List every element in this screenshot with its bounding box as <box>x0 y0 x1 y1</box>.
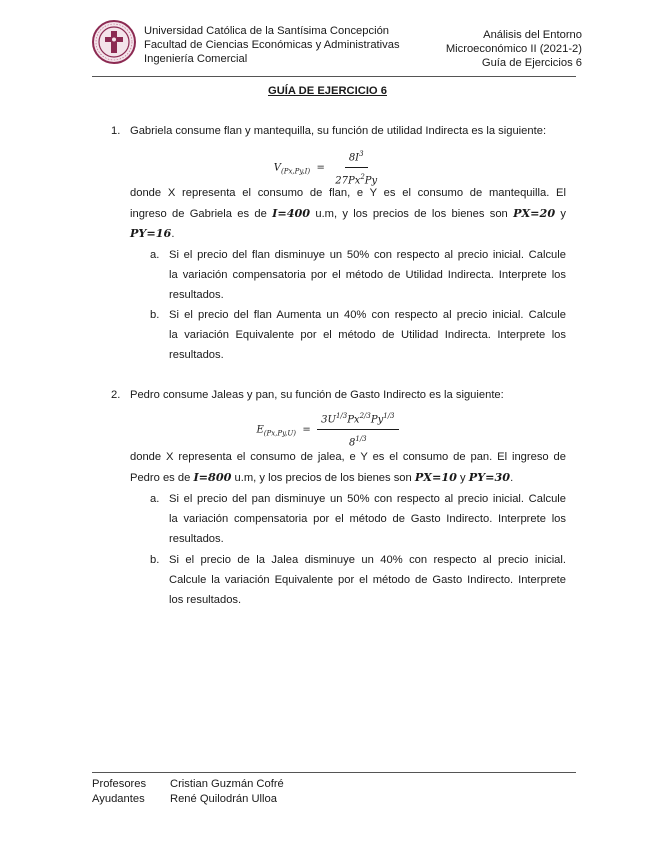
page-footer <box>92 777 284 807</box>
problem-1-px: PX=20 <box>513 206 556 220</box>
footer-divider <box>92 772 576 773</box>
problem-2b-label: b. <box>150 554 160 566</box>
problem-2b-line2: Calcule la variación Equivalente por el método de Gasto Indirecto. Interprete <box>169 574 566 586</box>
problem-1b-line3: resultados. <box>169 349 224 361</box>
formula-2-fraction <box>317 408 398 452</box>
problem-2a-label: a. <box>150 493 160 505</box>
formula-1-den-exp: 2 <box>360 173 365 182</box>
course-name-line1: Análisis del Entorno <box>483 29 582 41</box>
problem-2-desc-2d: . <box>510 472 514 484</box>
problem-2b-line1: Si el precio de la Jalea disminuye un 40% con respecto al precio inicial. <box>169 554 566 566</box>
problem-2a-line2: la variación compensatoria por el método de Gasto Indirecto. Interprete los <box>169 513 566 525</box>
guide-name: Guía de Ejercicios 6 <box>481 57 582 69</box>
formula-2-lhs: E <box>256 424 264 436</box>
header-divider <box>92 76 576 77</box>
formula-2-exp-b: 2/3 <box>359 412 371 420</box>
problem-1-number: 1. <box>111 125 121 137</box>
problem-1-desc-2c: y <box>555 208 566 220</box>
problem-1-desc-line3 <box>130 223 174 244</box>
formula-2-num-b: Px <box>347 414 360 426</box>
formula-2-exp-c: 1/3 <box>383 412 395 420</box>
assistant-name: René Quilodrán Ulloa <box>170 793 277 805</box>
institution-block <box>144 24 400 66</box>
professor-name: Cristian Guzmán Cofré <box>170 778 284 790</box>
problem-2-desc-line2 <box>130 467 513 488</box>
problem-1-desc-line2 <box>130 203 566 224</box>
page-title <box>0 85 655 97</box>
formula-2-num-a: 3U <box>321 414 336 426</box>
problem-1a-label: a. <box>150 249 160 261</box>
formula-2-exp-a: 1/3 <box>335 412 348 420</box>
problem-2-desc-line1: donde X representa el consumo de jalea, e Y es el consumo de pan. El ingreso de <box>130 451 566 463</box>
course-block <box>446 28 582 70</box>
problem-1-desc-3b: . <box>171 228 175 240</box>
university-seal-icon <box>92 20 136 64</box>
page-title-text: GUÍA DE EJERCICIO 6 <box>268 85 387 97</box>
problem-1a-line3: resultados. <box>169 289 224 301</box>
problem-1-formula: $V_{(Px,Py,I)}$ = $\frac{8I^3}{27Px^2Py}$ <box>0 146 655 190</box>
formula-1-den-tail: Py <box>364 175 378 187</box>
formula-1-num-exp: 3 <box>359 150 364 158</box>
problem-2b-line3: los resultados. <box>169 594 242 606</box>
faculty-name: Facultad de Ciencias Económicas y Administrativas <box>144 39 400 51</box>
formula-2-num-c: Py <box>370 414 384 426</box>
professors-label: Profesores <box>92 778 147 790</box>
problem-2-py: PY=30 <box>468 470 511 484</box>
formula-1-den: 27Px <box>335 175 361 187</box>
assistants-label: Ayudantes <box>92 793 145 805</box>
problem-2-px: PX=10 <box>414 470 457 484</box>
problem-1-intro: Gabriela consume flan y mantequilla, su función de utilidad Indirecta es la siguiente: <box>130 125 547 137</box>
formula-1-lhs: V <box>273 162 282 174</box>
problem-2-desc-2b: u.m, y los precios de los bienes son <box>231 472 415 484</box>
problem-1-py: PY=16 <box>130 226 172 240</box>
problem-1-desc-line1: donde X representa el consumo de flan, e Y es el consumo de mantequilla. El <box>130 187 566 199</box>
university-name: Universidad Católica de la Santísima Concepción <box>144 25 390 37</box>
career-name: Ingeniería Comercial <box>144 53 248 65</box>
problem-1a-line2: la variación compensatoria por el método de Utilidad Indirecta. Interprete los <box>169 269 566 281</box>
formula-2-den: 8 <box>349 437 356 449</box>
page-header <box>92 20 582 78</box>
problem-1-income: I=400 <box>272 206 311 220</box>
problem-1-desc-2a: ingreso de Gabriela es de <box>130 208 273 220</box>
formula-1-num: 8I <box>348 152 360 164</box>
formula-2-lhs-sub: (Px,Py,U) <box>263 429 297 438</box>
problem-2a-line3: resultados. <box>169 533 224 545</box>
problem-2a-line1: Si el precio del pan disminuye un 50% con respecto al precio inicial. Calcule <box>169 493 566 505</box>
problem-2-intro: Pedro consume Jaleas y pan, su función de Gasto Indirecto es la siguiente: <box>130 389 504 401</box>
formula-2-den-exp: 1/3 <box>355 435 367 444</box>
problem-2-formula: $E_{(Px,Py,U)}$ = $\frac{3U^{1/3}Px^{2/3}Py^{1/3}}{8^{1/3}}$ <box>0 408 655 452</box>
problem-1b-label: b. <box>150 309 160 321</box>
course-name-line2: Microeconómico II (2021-2) <box>445 43 582 55</box>
problem-1a-line1: Si el precio del flan disminuye un 50% con respecto al precio inicial. Calcule <box>169 249 566 261</box>
problem-2-income: I=800 <box>193 470 232 484</box>
problem-2-number: 2. <box>111 389 121 401</box>
problem-2-desc-2c: y <box>456 472 469 484</box>
problem-1-desc-2b: u.m, y los precios de los bienes son <box>310 208 514 220</box>
problem-2-desc-2a: Pedro es de <box>130 472 194 484</box>
problem-1b-line2: la variación Equivalente por el método de Utilidad Indirecta. Interprete los <box>169 329 566 341</box>
formula-1-lhs-sub: (Px,Py,I) <box>281 167 311 176</box>
problem-1b-line1: Si el precio del flan Aumenta un 40% con respecto al precio inicial. Calcule <box>169 309 566 321</box>
